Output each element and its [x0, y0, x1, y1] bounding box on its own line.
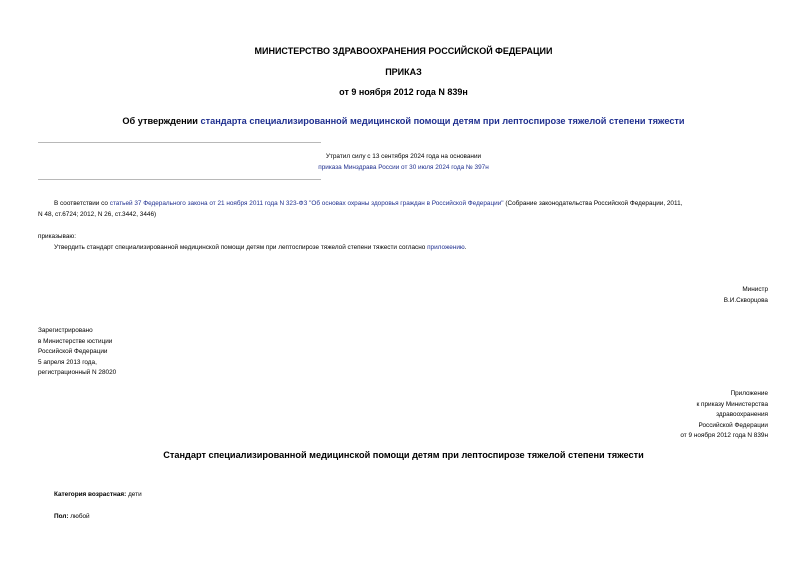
registration-line: 5 апреля 2013 года,: [38, 358, 97, 366]
age-value: дети: [126, 491, 142, 498]
title-prefix: Об утверждении: [122, 116, 201, 126]
registration-line: в Министерстве юстиции: [38, 337, 113, 345]
title-link[interactable]: стандарта специализированной медицинской помощи детям при лептоспирозе тяжелой степени тяжести: [200, 116, 685, 126]
appendix-line: здравоохранения: [716, 411, 768, 418]
appendix-line: Российской Федерации: [698, 421, 768, 429]
registration-line: регистрационный N 28020: [38, 369, 117, 376]
doc-date-number: от 9 ноября 2012 года N 839н: [339, 87, 468, 97]
document-title: [0, 116, 807, 126]
status-divider-top: [38, 142, 321, 143]
registration-block: [38, 326, 116, 379]
sex-category: [54, 512, 90, 523]
signature-position: Министр: [742, 286, 768, 293]
preamble-line2: N 48, ст.6724; 2012, N 26, ст.3442, 3446): [38, 211, 157, 218]
preamble-line1: [54, 199, 774, 210]
standard-title: Стандарт специализированной медицинской помощи детям при лептоспирозе тяжелой степени тяжести: [163, 450, 644, 460]
order-word: приказываю:: [38, 233, 76, 240]
appendix-line: к приказу Министерства: [696, 400, 768, 408]
law-link[interactable]: статьей 37 Федерального закона от 21 ноября 2011 года N 323-ФЗ "Об основах охраны здоровья граждан в Российской Федерации": [109, 200, 504, 207]
preamble-end: (Собрание законодательства Российской Федерации, 2011,: [503, 200, 683, 207]
appendix-line: от 9 ноября 2012 года N 839н: [680, 432, 768, 439]
status-line: Утратил силу с 13 сентября 2024 года на основании: [325, 153, 482, 160]
appendix-link[interactable]: приложению: [427, 244, 465, 251]
order-end: .: [464, 244, 467, 251]
status-link[interactable]: приказа Минздрава России от 30 июля 2024 года № 397н: [318, 164, 489, 171]
registration-line: Зарегистрировано: [38, 327, 93, 334]
order-text: [54, 243, 466, 254]
ministry-heading: МИНИСТЕРСТВО ЗДРАВООХРАНЕНИЯ РОССИЙСКОЙ ФЕДЕРАЦИИ: [254, 46, 553, 56]
age-label: Категория возрастная:: [54, 491, 127, 498]
doc-type-heading: ПРИКАЗ: [385, 67, 422, 77]
appendix-block: [680, 389, 768, 442]
status-divider-bottom: [38, 179, 321, 180]
appendix-line: Приложение: [730, 390, 768, 397]
age-category: [54, 490, 142, 501]
sex-label: Пол:: [54, 513, 69, 520]
signature-name: В.И.Скворцова: [723, 297, 768, 304]
sex-value: любой: [68, 513, 90, 520]
preamble-start: В соответствии со: [54, 200, 110, 207]
order-body: Утвердить стандарт специализированной медицинской помощи детям при лептоспирозе тяжелой степени тяжести согласно: [54, 244, 428, 251]
registration-line: Российской Федерации: [38, 348, 108, 355]
